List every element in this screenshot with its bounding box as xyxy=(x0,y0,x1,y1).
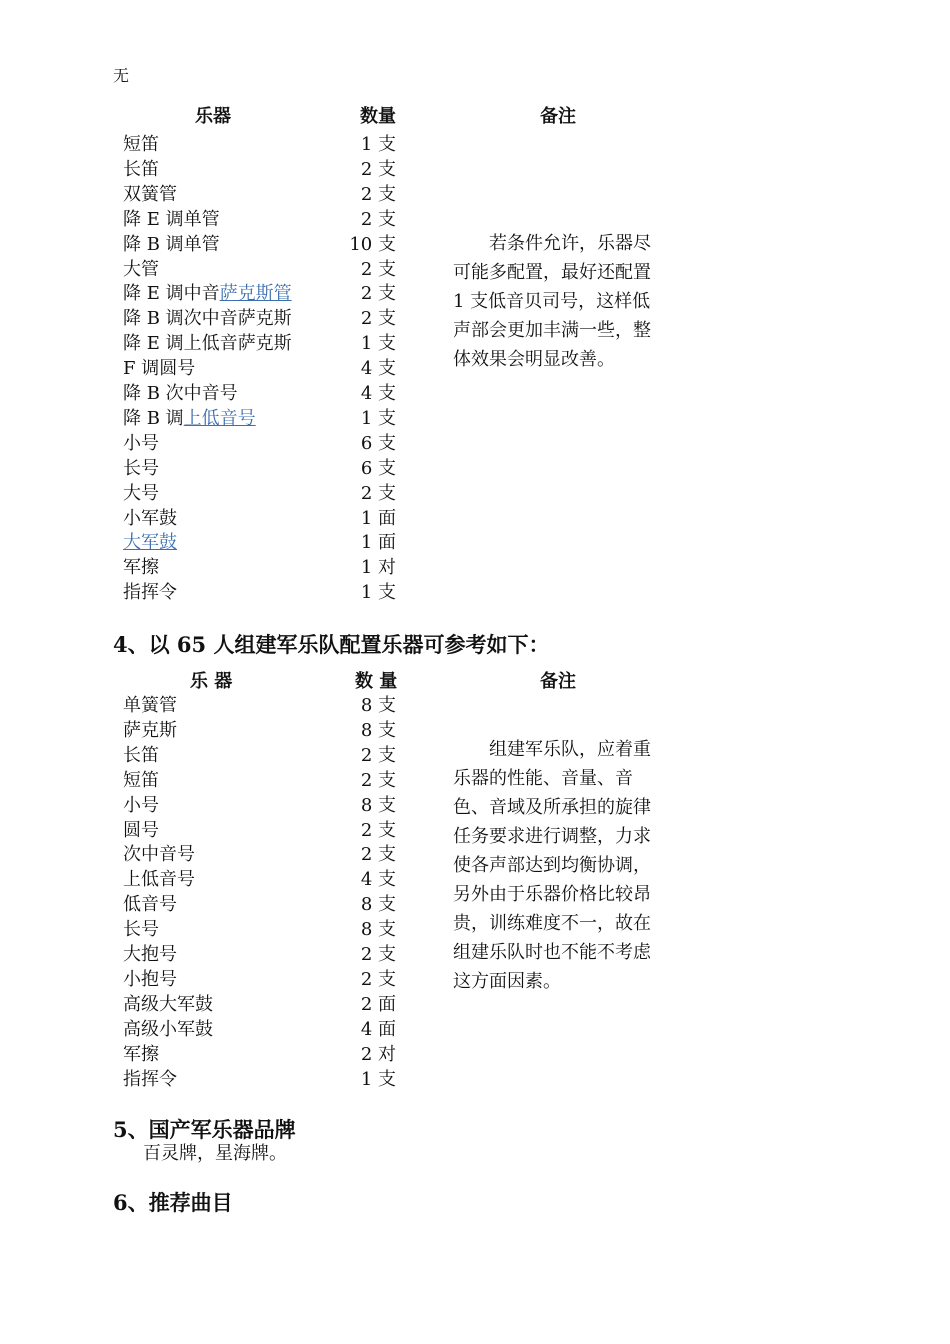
table1-header-note: 备注 xyxy=(540,106,576,127)
table1-header-instrument: 乐器 xyxy=(195,106,231,127)
instrument-name-text: 降 B 调单管 xyxy=(123,234,220,255)
table2-row-instrument: 指挥令 xyxy=(123,1069,177,1090)
instrument-link[interactable]: 萨克斯管 xyxy=(219,283,292,304)
table2-row-quantity: 2 支 xyxy=(360,770,396,791)
table1-row-instrument xyxy=(123,184,177,206)
table2-row-instrument: 小号 xyxy=(123,795,159,816)
table2-note xyxy=(453,735,667,996)
table1-row-quantity: 1 支 xyxy=(360,134,396,155)
section-4-title: 4、以 65 人组建军乐队配置乐器可参考如下： xyxy=(113,632,550,657)
table2-row-instrument: 次中音号 xyxy=(123,844,195,865)
section-5-content: 百灵牌，星海牌。 xyxy=(143,1143,287,1164)
table2-row-quantity: 8 支 xyxy=(360,720,396,741)
table2-row-instrument: 圆号 xyxy=(123,820,159,841)
instrument-link[interactable]: 大军鼓 xyxy=(123,532,177,553)
table1-row-instrument xyxy=(123,259,159,281)
table1-row-instrument xyxy=(123,408,256,430)
table2-row-instrument: 小抱号 xyxy=(123,969,177,990)
instrument-name-text: 降 E 调上低音萨克斯 xyxy=(123,333,292,354)
table1-row-quantity: 2 支 xyxy=(360,184,396,205)
table1-header-quantity: 数量 xyxy=(360,106,396,127)
table1-row-instrument xyxy=(123,234,220,256)
section-5-title: 5、国产军乐器品牌 xyxy=(113,1117,296,1142)
table2-row-instrument: 高级小军鼓 xyxy=(123,1019,213,1040)
instrument-name-text: 大管 xyxy=(123,259,159,280)
table1-row-instrument xyxy=(123,458,159,480)
instrument-name-text: 双簧管 xyxy=(123,184,177,205)
table2-row-instrument: 低音号 xyxy=(123,894,177,915)
table2-row-instrument: 上低音号 xyxy=(123,869,195,890)
instrument-name-text: F 调圆号 xyxy=(123,358,196,379)
table1-row-quantity: 4 支 xyxy=(360,358,396,379)
table1-row-instrument xyxy=(123,134,159,156)
table1-row-quantity: 6 支 xyxy=(360,458,396,479)
table2-row-instrument: 长笛 xyxy=(123,745,159,766)
table2-header-quantity: 数 量 xyxy=(355,671,398,692)
table1-row-quantity: 2 支 xyxy=(360,483,396,504)
table1-row-quantity: 1 面 xyxy=(360,508,396,529)
instrument-name-text: 小号 xyxy=(123,433,159,454)
table1-row-quantity: 1 支 xyxy=(360,333,396,354)
table2-row-instrument: 单簧管 xyxy=(123,695,177,716)
table1-row-quantity: 1 面 xyxy=(360,532,396,553)
table2-header-instrument: 乐 器 xyxy=(190,671,233,692)
instrument-name-text: 军擦 xyxy=(123,557,159,578)
table1-row-quantity: 1 对 xyxy=(360,557,396,578)
table2-header-note: 备注 xyxy=(540,671,576,692)
table1-row-quantity: 10 支 xyxy=(349,234,396,255)
instrument-name-text: 大号 xyxy=(123,483,159,504)
table2-row-quantity: 2 对 xyxy=(360,1044,396,1065)
table1-row-quantity: 4 支 xyxy=(360,383,396,404)
instrument-name-text: 小军鼓 xyxy=(123,508,177,529)
table2-row-quantity: 2 面 xyxy=(360,994,396,1015)
table1-row-quantity: 1 支 xyxy=(360,408,396,429)
table2-row-instrument: 萨克斯 xyxy=(123,720,177,741)
table2-note-text: 组建军乐队，应着重乐器的性能、音量、音色、音域及所承担的旋律任务要求进行调整，力求使各声部达到均衡协调，另外由于乐器价格比较昂贵，训练难度不一，故在组建乐队时也不能不考虑这方面因素。 xyxy=(453,739,651,992)
instrument-name-text: 降 B 调 xyxy=(123,408,184,429)
table2-row-quantity: 8 支 xyxy=(360,795,396,816)
table2-row-quantity: 4 面 xyxy=(360,1019,396,1040)
table1-row-instrument xyxy=(123,333,292,355)
table1-row-instrument xyxy=(123,159,159,181)
table2-row-quantity: 1 支 xyxy=(360,1069,396,1090)
instrument-name-text: 降 B 次中音号 xyxy=(123,383,238,404)
table2-row-instrument: 军擦 xyxy=(123,1044,159,1065)
table1-row-instrument xyxy=(123,308,292,330)
table1-row-instrument xyxy=(123,433,159,455)
table2-row-quantity: 2 支 xyxy=(360,969,396,990)
intro-text: 无 xyxy=(113,66,130,85)
table2-row-quantity: 2 支 xyxy=(360,820,396,841)
table2-row-quantity: 2 支 xyxy=(360,745,396,766)
table1-row-quantity: 2 支 xyxy=(360,159,396,180)
table1-note xyxy=(453,229,667,374)
table1-note-text: 若条件允许，乐器尽可能多配置，最好还配置 1 支低音贝司号，这样低声部会更加丰满一些，整体效果会明显改善。 xyxy=(453,233,651,370)
table1-row-quantity: 6 支 xyxy=(360,433,396,454)
table1-row-instrument xyxy=(123,582,177,604)
table1-row-quantity: 2 支 xyxy=(360,308,396,329)
instrument-name-text: 短笛 xyxy=(123,134,159,155)
table2-row-quantity: 8 支 xyxy=(360,894,396,915)
table2-row-quantity: 2 支 xyxy=(360,944,396,965)
table1-row-instrument xyxy=(123,358,195,380)
table2-row-quantity: 8 支 xyxy=(360,919,396,940)
instrument-name-text: 长笛 xyxy=(123,159,159,180)
instrument-name-text: 降 E 调单管 xyxy=(123,209,220,230)
table1-row-quantity: 1 支 xyxy=(360,582,396,603)
table2-row-instrument: 大抱号 xyxy=(123,944,177,965)
table1-row-quantity: 2 支 xyxy=(360,259,396,280)
table1-row-instrument xyxy=(123,383,238,405)
table1-row-instrument xyxy=(123,283,292,305)
table1-row-instrument xyxy=(123,209,220,231)
table1-row-instrument xyxy=(123,483,159,505)
table1-row-instrument xyxy=(123,532,177,554)
instrument-link[interactable]: 上低音号 xyxy=(183,408,256,429)
table1-row-quantity: 2 支 xyxy=(360,209,396,230)
table2-row-quantity: 4 支 xyxy=(360,869,396,890)
instrument-name-text: 降 E 调中音 xyxy=(123,283,220,304)
instrument-name-text: 长号 xyxy=(123,458,159,479)
table1-row-instrument xyxy=(123,508,177,530)
instrument-name-text: 指挥令 xyxy=(123,582,177,603)
section-6-title: 6、推荐曲目 xyxy=(113,1190,233,1215)
table2-row-instrument: 长号 xyxy=(123,919,159,940)
instrument-name-text: 降 B 调次中音萨克斯 xyxy=(123,308,292,329)
table1-row-quantity: 2 支 xyxy=(360,283,396,304)
table1-row-instrument xyxy=(123,557,159,579)
table2-row-instrument: 短笛 xyxy=(123,770,159,791)
table2-row-quantity: 2 支 xyxy=(360,844,396,865)
table2-row-quantity: 8 支 xyxy=(360,695,396,716)
table2-row-instrument: 高级大军鼓 xyxy=(123,994,213,1015)
